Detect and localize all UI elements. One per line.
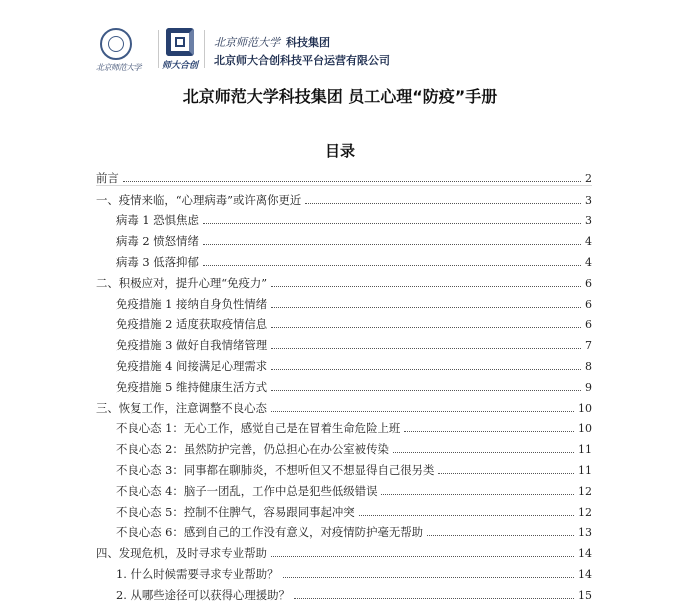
toc-entry-page-number: 6	[585, 297, 592, 311]
toc-dot-leader	[271, 369, 581, 370]
university-seal-logo	[100, 28, 132, 60]
toc-entry-label: 前言	[96, 170, 119, 185]
toc-entry-page-number: 6	[585, 276, 592, 290]
group-name-bold: 科技集团	[286, 36, 330, 49]
toc-entry-page-number: 14	[578, 567, 592, 581]
toc-entry[interactable]	[96, 290, 592, 311]
toc-entry-label: 免疫措施 4 间接满足心理需求	[116, 358, 268, 373]
toc-entry-label: 三、恢复工作，注意调整不良心态	[96, 400, 267, 415]
toc-entry-label: 2. 从哪些途径可以获得心理援助？	[116, 587, 290, 602]
toc-entry[interactable]	[96, 331, 592, 352]
toc-entry[interactable]	[96, 519, 592, 540]
toc-dot-leader	[203, 265, 581, 266]
document-header	[96, 24, 596, 74]
toc-entry-page-number: 4	[585, 235, 592, 249]
toc-entry-page-number: 10	[578, 401, 592, 415]
university-logo-text: 北京师范大学	[96, 63, 141, 72]
toc-entry-page-number: 3	[585, 193, 592, 207]
toc-entry-page-number: 2	[585, 171, 592, 185]
toc-entry-page-number: 6	[585, 318, 592, 332]
toc-entry[interactable]	[96, 477, 592, 498]
toc-entry[interactable]	[96, 248, 592, 269]
toc-entry-page-number: 11	[578, 463, 592, 477]
toc-entry-label: 不良心态 3：同事都在聊肺炎，不想听但又不想显得自己很另类	[116, 462, 435, 477]
toc-entry-page-number: 3	[585, 214, 592, 228]
toc-dot-leader	[271, 348, 581, 349]
toc-entry[interactable]	[96, 269, 592, 290]
toc-entry-page-number: 13	[578, 526, 592, 540]
brand-mark-logo	[166, 28, 194, 56]
brand-mark-text: 师大合创	[162, 61, 199, 71]
company-name: 北京师大合创科技平台运营有限公司	[214, 54, 390, 67]
toc-entry[interactable]	[96, 227, 592, 248]
toc-entry-page-number: 7	[585, 339, 592, 353]
toc-entry-label: 一、疫情来临，“心理病毒”或许离你更近	[96, 192, 302, 207]
toc-entry-label: 免疫措施 2 适度获取疫情信息	[116, 317, 268, 332]
toc-dot-leader	[381, 494, 574, 495]
toc-entry-page-number: 14	[578, 547, 592, 561]
toc-entry-page-number: 11	[578, 443, 592, 457]
toc-dot-leader	[294, 598, 574, 599]
toc-dot-leader	[271, 411, 574, 412]
toc-dot-leader	[271, 327, 581, 328]
toc-entry-page-number: 12	[578, 505, 592, 519]
toc-entry[interactable]	[96, 207, 592, 228]
toc-entry[interactable]	[96, 498, 592, 519]
toc-dot-leader	[393, 452, 574, 453]
toc-dot-leader	[271, 307, 581, 308]
toc-entry-label: 不良心态 1：无心工作，感觉自己是在冒着生命危险上班	[116, 421, 401, 436]
toc-entry-page-number: 4	[585, 255, 592, 269]
toc-entry[interactable]	[96, 186, 592, 207]
toc-entry-page-number: 8	[585, 359, 592, 373]
toc-entry-label: 免疫措施 5 维持健康生活方式	[116, 379, 268, 394]
header-divider	[204, 30, 205, 68]
header-divider	[158, 30, 159, 68]
toc-entry-page-number: 10	[578, 422, 592, 436]
toc-dot-leader	[203, 223, 581, 224]
toc-entry[interactable]	[96, 456, 592, 477]
toc-entry[interactable]	[96, 352, 592, 373]
toc-dot-leader	[271, 556, 574, 557]
toc-entry-label: 二、积极应对，提升心理“免疫力”	[96, 275, 268, 290]
toc-entry[interactable]	[96, 581, 592, 602]
toc-entry[interactable]	[96, 539, 592, 560]
toc-dot-leader	[359, 515, 574, 516]
toc-entry[interactable]	[96, 560, 592, 581]
group-name-script: 北京师范大学	[214, 36, 280, 49]
document-title: 北京师范大学科技集团 员工心理“防疫”手册	[182, 87, 498, 106]
toc-entry-label: 免疫措施 1 接纳自身负性情绪	[116, 296, 268, 311]
toc-entry-label: 四、发现危机，及时寻求专业帮助	[96, 546, 267, 561]
toc-entry-label: 不良心态 4：脑子一团乱，工作中总是犯些低级错误	[116, 483, 378, 498]
toc-dot-leader	[283, 577, 574, 578]
toc-dot-leader	[123, 181, 581, 182]
toc-entry-label: 不良心态 2：虽然防护完善，仍总担心在办公室被传染	[116, 442, 389, 457]
toc-entry[interactable]	[96, 311, 592, 332]
toc-entry-label: 病毒 3 低落抑郁	[116, 254, 199, 269]
toc-dot-leader	[271, 286, 581, 287]
toc-dot-leader	[404, 431, 574, 432]
toc-entry[interactable]	[96, 435, 592, 456]
group-name	[214, 34, 330, 50]
toc-entry-page-number: 15	[578, 588, 592, 602]
toc-entry-page-number: 12	[578, 484, 592, 498]
toc-dot-leader	[305, 203, 581, 204]
toc-entry-label: 1. 什么时候需要寻求专业帮助？	[116, 566, 279, 581]
toc-entry[interactable]	[96, 415, 592, 436]
toc-entry-label: 病毒 2 愤怒情绪	[116, 234, 199, 249]
toc-heading: 目录	[324, 142, 355, 160]
toc-dot-leader	[203, 244, 581, 245]
toc-dot-leader	[427, 535, 574, 536]
toc-entry-label: 免疫措施 3 做好自我情绪管理	[116, 338, 268, 353]
toc-dot-leader	[271, 390, 581, 391]
toc-entry-label: 不良心态 5：控制不住脾气，容易跟同事起冲突	[116, 504, 355, 519]
toc-entry-label: 病毒 1 恐惧焦虑	[116, 213, 199, 228]
toc-entry-page-number: 9	[585, 380, 592, 394]
table-of-contents	[96, 164, 592, 602]
toc-entry[interactable]	[96, 373, 592, 394]
toc-entry[interactable]	[96, 394, 592, 415]
toc-entry-label: 不良心态 6：感到自己的工作没有意义，对疫情防护毫无帮助	[116, 525, 424, 540]
toc-entry[interactable]	[96, 164, 592, 186]
toc-dot-leader	[438, 473, 574, 474]
